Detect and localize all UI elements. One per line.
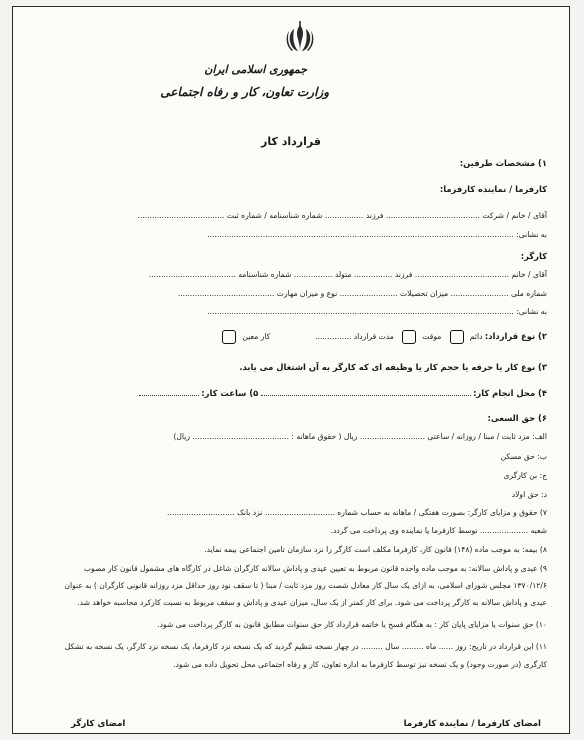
section-9-line-3: عیدی و پاداش سالانه به کارگر پرداخت می شود. برای کار کمتر از یک سال، میزان عیدی و پاداش و سقف مربوط به نسبت کارکرد محاسبه خواهد شد. — [77, 598, 547, 607]
contract-type-specific-label: کار معین — [242, 332, 271, 341]
contract-duration-field[interactable]: مدت قرارداد ............... — [315, 332, 394, 341]
contract-type-label: ۲) نوع قرارداد: — [484, 331, 547, 341]
employer-address-line[interactable]: به نشانی: ............................................................................................................................... — [207, 230, 547, 239]
wage-bonus-line[interactable]: ج: بن کارگری — [503, 471, 547, 480]
work-location-row — [31, 387, 547, 400]
section-11-line-1[interactable]: ۱۱) این قرارداد در تاریخ: روز ...... ماه ......... سال ......... در چهار نسخه تنظیم گردید که یک نسخه نزد کارفرما، یک نسخه نزد کارگر، یک نسخه به تشکل — [64, 642, 547, 651]
employer-details-line[interactable]: آقای / خانم / شرکت ....................................... فرزند ................ شماره شناسنامه / شماره ثبت .................................... — [137, 211, 547, 220]
section-10-severance: ۱۰) حق سنوات یا مزایای پایان کار : به هنگام فسخ یا خاتمه قرارداد کار حق سنوات مطابق قانون به کارگر پرداخت می شود. — [157, 620, 547, 629]
contract-type-temporary-label: موقت — [422, 332, 442, 341]
employer-heading: کارفرما / نماینده کارفرما: — [439, 184, 547, 194]
wage-base-line[interactable]: الف: مزد ثابت / مبنا / روزانه / ساعتی ........................... ریال ( حقوق ماهانه : ........................................ ریال) — [173, 432, 547, 441]
wage-housing-line[interactable]: ب: حق مسکن — [500, 452, 547, 461]
contract-type-row — [31, 328, 547, 345]
checkbox-permanent[interactable] — [450, 330, 464, 344]
section-7-payment[interactable]: ۷) حقوق و مزایای کارگر: بصورت هفتگی / ماهانه به حساب شماره ............................. نزد بانک ............................ — [167, 508, 547, 517]
worker-signature-label: امضای کارگر — [71, 719, 126, 729]
checkbox-temporary[interactable] — [402, 330, 416, 344]
document-title: قرارداد کار — [261, 135, 321, 148]
contract-sheet — [12, 6, 570, 734]
section-9-line-1: ۹) عیدی و پاداش سالانه: به موجب ماده واحده قانون مربوط به تعیین عیدی و پاداش سالانه کارگران شاغل در کارگاه های مشمول قانون کار مصوب — [83, 564, 547, 573]
iran-emblem-icon — [283, 19, 317, 59]
section-6-wage: ۶) حق السعی: — [487, 413, 547, 423]
section-4-work-location: ۴) محل انجام کار: — [473, 388, 547, 398]
worker-education-line[interactable]: شماره ملی ........................ میزان تحصیلات ........................ نوع و میزان مهارت ........................................ — [177, 289, 547, 298]
employer-signature-label: امضای کارفرما / نماینده کارفرما — [403, 719, 541, 729]
contract-type-permanent-label: دائم — [469, 332, 483, 341]
wage-child-line[interactable]: د: حق اولاد — [511, 490, 547, 499]
worker-details-line[interactable]: آقای / خانم ....................................... فرزند ................ متولد ................ شماره شناسنامه .................................... — [148, 270, 547, 279]
section-5-work-hours: ۵) ساعت کار: — [201, 388, 259, 398]
section-3-work-type: ۳) نوع کار یا حرفه یا حجم کار یا وظیفه ای که کارگر به آن اشتغال می یابد. — [239, 362, 547, 372]
header-ministry: وزارت تعاون، کار و رفاه اجتماعی — [160, 85, 329, 99]
checkbox-specific-work[interactable] — [222, 330, 236, 344]
payment-branch-line[interactable]: شعبه .................... توسط کارفرما یا نماینده وی پرداخت می گردد. — [330, 526, 547, 535]
header-country: جمهوری اسلامی ایران — [204, 63, 307, 76]
section-1-heading: ۱) مشخصات طرفین: — [459, 158, 547, 168]
work-hours-field[interactable] — [139, 387, 199, 396]
worker-heading: کارگر: — [520, 251, 547, 261]
work-location-field[interactable] — [261, 387, 471, 396]
worker-address-line[interactable]: به نشانی: ............................................................................................................................... — [207, 307, 547, 316]
section-9-line-2: ۱۳۷۰/۱۲/۶ مجلس شورای اسلامی، به ازای یک سال کار معادل شصت روز مزد ثابت / مبنا ( تا سقف نود روز حداقل مزد روزانه قانونی کارگران ) به عنوان — [64, 581, 547, 590]
section-8-insurance: ۸) بیمه: به موجب ماده (۱۴۸) قانون کار، کارفرما مکلف است کارگر را نزد سازمان تامین اجتماعی بیمه نماید. — [204, 545, 547, 554]
section-11-line-2: کارگری (در صورت وجود) و یک نسخه نیز توسط کارفرما به اداره تعاون، کار و رفاه اجتماعی محل تحویل داده می شود. — [173, 660, 547, 669]
